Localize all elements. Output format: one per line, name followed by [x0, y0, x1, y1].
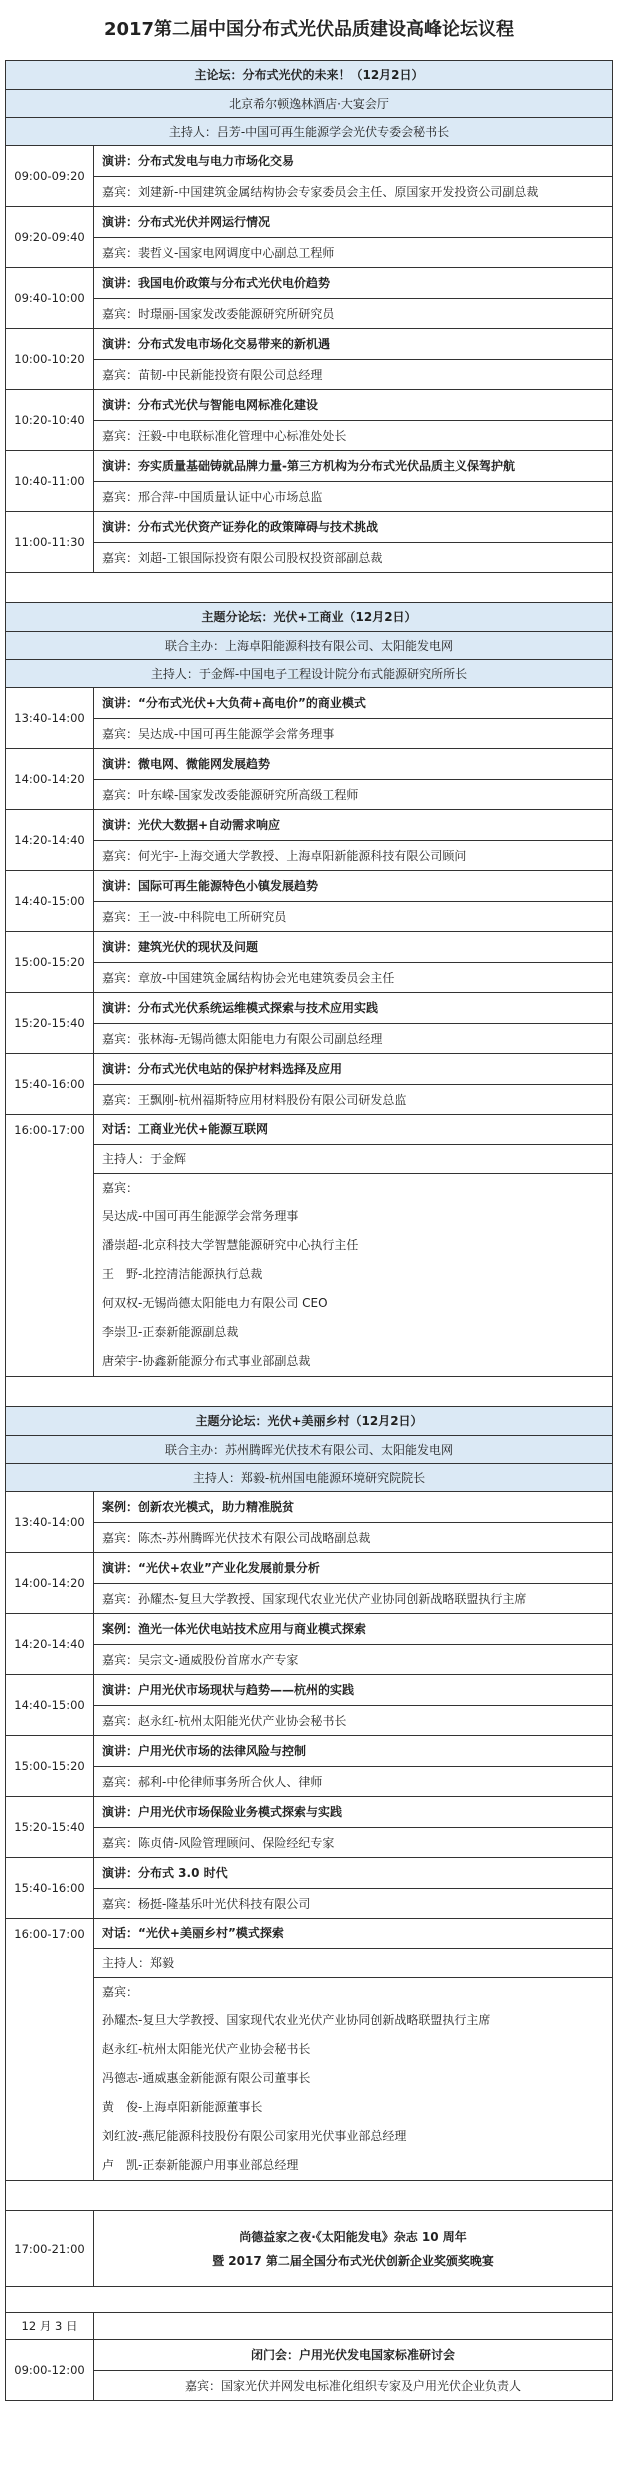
session-rural-organizer: 联合主办：苏州腾晖光伏技术有限公司、太阳能发电网: [6, 1435, 612, 1463]
session-industry-header: [6, 603, 612, 688]
agenda-row: [6, 512, 612, 573]
talk-title: 演讲：国际可再生能源特色小镇发展趋势: [102, 879, 319, 893]
closing-date-row: [6, 2313, 612, 2340]
talk-title: 演讲：户用光伏市场的法律风险与控制: [102, 1744, 307, 1758]
speaker: 嘉宾：吴宗文-通威股份首席水产专家: [94, 1644, 612, 1674]
talk-title: 演讲：分布式 3.0 时代: [102, 1866, 228, 1880]
speaker: 嘉宾：王飘刚-杭州福斯特应用材料股份有限公司研发总监: [94, 1084, 612, 1114]
agenda-row: [6, 329, 612, 390]
talk-title: 演讲：分布式发电与电力市场化交易: [102, 154, 295, 168]
page-title: 2017第二届中国分布式光伏品质建设高峰论坛议程: [103, 19, 515, 40]
dialog-host: 主持人：郑毅: [94, 1948, 612, 1977]
time-cell: 09:00-09:20: [6, 146, 94, 206]
closing-guest: 嘉宾：国家光伏并网发电标准化组织专家及户用光伏企业负责人: [94, 2370, 612, 2400]
speaker: 嘉宾：陈杰-苏州腾晖光伏技术有限公司战略副总裁: [94, 1522, 612, 1552]
dialog-title: 对话：工商业光伏+能源互联网: [102, 1122, 269, 1136]
time-cell: 11:00-11:30: [6, 512, 94, 572]
time-cell: 14:40-15:00: [6, 871, 94, 931]
talk-title: 演讲：户用光伏市场现状与趋势——杭州的实践: [102, 1683, 355, 1697]
time-cell: 15:40-16:00: [6, 1858, 94, 1918]
session-rural-title: 主题分论坛：光伏+美丽乡村（12月2日）: [195, 1414, 423, 1428]
evening-event-line1: 尚德益家之夜·《太阳能发电》杂志 10 周年: [239, 2229, 467, 2244]
talk-title: 演讲：分布式光伏并网运行情况: [102, 215, 271, 229]
time-cell: 09:20-09:40: [6, 207, 94, 267]
talk-title: 演讲：光伏大数据+自动需求响应: [102, 818, 281, 832]
time-cell: 15:40-16:00: [6, 1054, 94, 1114]
session-rural-host: 主持人：郑毅-杭州国电能源环境研究院院长: [6, 1463, 612, 1491]
dialog-row: [6, 1919, 612, 2181]
agenda-row: [6, 1614, 612, 1675]
dialog-guest: 潘崇超-北京科技大学智慧能源研究中心执行主任: [102, 1238, 359, 1252]
dialog-guest: 黄 俊-上海卓阳新能源董事长: [102, 2100, 263, 2114]
agenda-row: [6, 871, 612, 932]
agenda-row: [6, 1797, 612, 1858]
time-cell: 09:00-12:00: [6, 2340, 94, 2400]
dialog-guest: 王 野-北控清洁能源执行总裁: [102, 1267, 263, 1281]
speaker: 嘉宾：章放-中国建筑金属结构协会光电建筑委员会主任: [94, 962, 612, 992]
talk-title: 演讲：“光伏+农业”产业化发展前景分析: [102, 1561, 320, 1575]
agenda-row: [6, 1492, 612, 1553]
session-rural-header: [6, 1407, 612, 1492]
evening-event-line2: 暨 2017 第二届全国分布式光伏创新企业奖颁奖晚宴: [212, 2253, 494, 2268]
agenda-row: [6, 1553, 612, 1614]
talk-title: 演讲：分布式光伏电站的保护材料选择及应用: [102, 1062, 343, 1076]
talk-title: 演讲：微电网、微能网发展趋势: [102, 757, 271, 771]
speaker: 嘉宾：邢合萍-中国质量认证中心市场总监: [94, 481, 612, 511]
talk-title: 演讲：夯实质量基础铸就品牌力量-第三方机构为分布式光伏品质主义保驾护航: [102, 459, 515, 473]
talk-title: 案例：创新农光模式，助力精准脱贫: [102, 1500, 295, 1514]
agenda-row: [6, 932, 612, 993]
speaker: 嘉宾：时璟丽-国家发改委能源研究所研究员: [94, 298, 612, 328]
time-cell: 14:20-14:40: [6, 810, 94, 870]
agenda-row: [6, 749, 612, 810]
spacer-row: [6, 1377, 612, 1407]
time-cell: 09:40-10:00: [6, 268, 94, 328]
agenda-row: [6, 207, 612, 268]
agenda-table: [5, 60, 613, 2401]
speaker: 嘉宾：孙耀杰-复旦大学教授、国家现代农业光伏产业协同创新战略联盟执行主席: [94, 1583, 612, 1613]
agenda-row: [6, 390, 612, 451]
speaker: 嘉宾：陈贞倩-风险管理顾问、保险经纪专家: [94, 1827, 612, 1857]
speaker: 嘉宾：刘建新-中国建筑金属结构协会专家委员会主任、原国家开发投资公司副总裁: [94, 176, 612, 206]
agenda-row: [6, 1858, 612, 1919]
dialog-guest-label: 嘉宾：: [94, 1977, 612, 2006]
time-cell: 15:20-15:40: [6, 993, 94, 1053]
time-cell: 14:00-14:20: [6, 749, 94, 809]
time-cell: 15:00-15:20: [6, 932, 94, 992]
dialog-row: [6, 1115, 612, 1377]
speaker: 嘉宾：郝利-中伦律师事务所合伙人、律师: [94, 1766, 612, 1796]
speaker: 嘉宾：汪毅-中电联标准化管理中心标准处处长: [94, 420, 612, 450]
talk-title: 演讲：我国电价政策与分布式光伏电价趋势: [102, 276, 331, 290]
session-main-venue: 北京希尔顿逸林酒店·大宴会厅: [6, 89, 612, 117]
agenda-row: [6, 810, 612, 871]
speaker: 嘉宾：裴哲义-国家电网调度中心副总工程师: [94, 237, 612, 267]
spacer-row: [6, 2287, 612, 2313]
speaker: 嘉宾：赵永红-杭州太阳能光伏产业协会秘书长: [94, 1705, 612, 1735]
dialog-title: 对话：“光伏+美丽乡村”模式探索: [102, 1926, 284, 1940]
time-cell: 14:20-14:40: [6, 1614, 94, 1674]
talk-title: 演讲：“分布式光伏+大负荷+高电价”的商业模式: [102, 696, 366, 710]
time-cell: 14:40-15:00: [6, 1675, 94, 1735]
speaker: 嘉宾：王一波-中科院电工所研究员: [94, 901, 612, 931]
closing-title: 闭门会：户用光伏发电国家标准研讨会: [250, 2348, 455, 2362]
time-cell: 13:40-14:00: [6, 1492, 94, 1552]
dialog-guest: 李崇卫-正泰新能源副总裁: [102, 1325, 239, 1339]
speaker: 嘉宾：何光宇-上海交通大学教授、上海卓阳新能源科技有限公司顾问: [94, 840, 612, 870]
agenda-row: [6, 1736, 612, 1797]
session-industry-organizer: 联合主办：上海卓阳能源科技有限公司、太阳能发电网: [6, 631, 612, 659]
agenda-row: [6, 268, 612, 329]
dialog-guest: 赵永红-杭州太阳能光伏产业协会秘书长: [102, 2042, 311, 2056]
time-cell: 16:00-17:00: [6, 1919, 94, 2180]
time-cell: 15:00-15:20: [6, 1736, 94, 1796]
date-cell: 12 月 3 日: [6, 2313, 94, 2339]
session-main-header: [6, 61, 612, 146]
time-cell: 16:00-17:00: [6, 1115, 94, 1376]
dialog-guest: 何双权-无锡尚德太阳能电力有限公司 CEO: [102, 1296, 328, 1310]
agenda-row: [6, 1675, 612, 1736]
dialog-guest: 卢 凯-正泰新能源户用事业部总经理: [102, 2158, 299, 2172]
time-cell: 15:20-15:40: [6, 1797, 94, 1857]
talk-title: 演讲：分布式发电市场化交易带来的新机遇: [102, 337, 331, 351]
dialog-guest: 冯德志-通威惠金新能源有限公司董事长: [102, 2071, 311, 2085]
time-cell: 10:00-10:20: [6, 329, 94, 389]
speaker: 嘉宾：张林海-无锡尚德太阳能电力有限公司副总经理: [94, 1023, 612, 1053]
agenda-row: [6, 993, 612, 1054]
dialog-guest-label: 嘉宾：: [94, 1173, 612, 1202]
spacer-row: [6, 2181, 612, 2211]
evening-event-row: [6, 2211, 612, 2287]
talk-title: 演讲：分布式光伏资产证券化的政策障碍与技术挑战: [102, 520, 379, 534]
agenda-row: [6, 146, 612, 207]
time-cell: 13:40-14:00: [6, 688, 94, 748]
agenda-row: [6, 451, 612, 512]
talk-title: 演讲：分布式光伏系统运维模式探索与技术应用实践: [102, 1001, 379, 1015]
closing-empty: [94, 2313, 612, 2339]
dialog-guest: 孙耀杰-复旦大学教授、国家现代农业光伏产业协同创新战略联盟执行主席: [102, 2013, 491, 2027]
speaker: 嘉宾：苗韧-中民新能投资有限公司总经理: [94, 359, 612, 389]
time-cell: 10:20-10:40: [6, 390, 94, 450]
spacer-row: [6, 573, 612, 603]
time-cell: 10:40-11:00: [6, 451, 94, 511]
talk-title: 演讲：分布式光伏与智能电网标准化建设: [102, 398, 319, 412]
dialog-host: 主持人：于金辉: [94, 1144, 612, 1173]
speaker: 嘉宾：刘超-工银国际投资有限公司股权投资部副总裁: [94, 542, 612, 572]
speaker: 嘉宾：叶东嵘-国家发改委能源研究所高级工程师: [94, 779, 612, 809]
session-industry-title: 主题分论坛：光伏+工商业（12月2日）: [201, 610, 417, 624]
dialog-guest: 吴达成-中国可再生能源学会常务理事: [102, 1209, 299, 1223]
session-industry-host: 主持人：于金辉-中国电子工程设计院分布式能源研究所所长: [6, 659, 612, 687]
dialog-guest: 唐荣宇-协鑫新能源分布式事业部副总裁: [102, 1354, 311, 1368]
dialog-guest: 刘红波-燕尼能源科技股份有限公司家用光伏事业部总经理: [102, 2129, 407, 2143]
time-cell: 17:00-21:00: [6, 2211, 94, 2286]
agenda-row: [6, 1054, 612, 1115]
speaker: 嘉宾：杨挺-隆基乐叶光伏科技有限公司: [94, 1888, 612, 1918]
talk-title: 案例：渔光一体光伏电站技术应用与商业模式探索: [102, 1622, 367, 1636]
talk-title: 演讲：户用光伏市场保险业务模式探索与实践: [102, 1805, 343, 1819]
session-main-title: 主论坛：分布式光伏的未来！（12月2日）: [194, 68, 424, 82]
closing-row: [6, 2340, 612, 2401]
agenda-row: [6, 688, 612, 749]
time-cell: 14:00-14:20: [6, 1553, 94, 1613]
talk-title: 演讲：建筑光伏的现状及问题: [102, 940, 259, 954]
speaker: 嘉宾：吴达成-中国可再生能源学会常务理事: [94, 718, 612, 748]
session-main-host: 主持人：吕芳-中国可再生能源学会光伏专委会秘书长: [6, 117, 612, 145]
